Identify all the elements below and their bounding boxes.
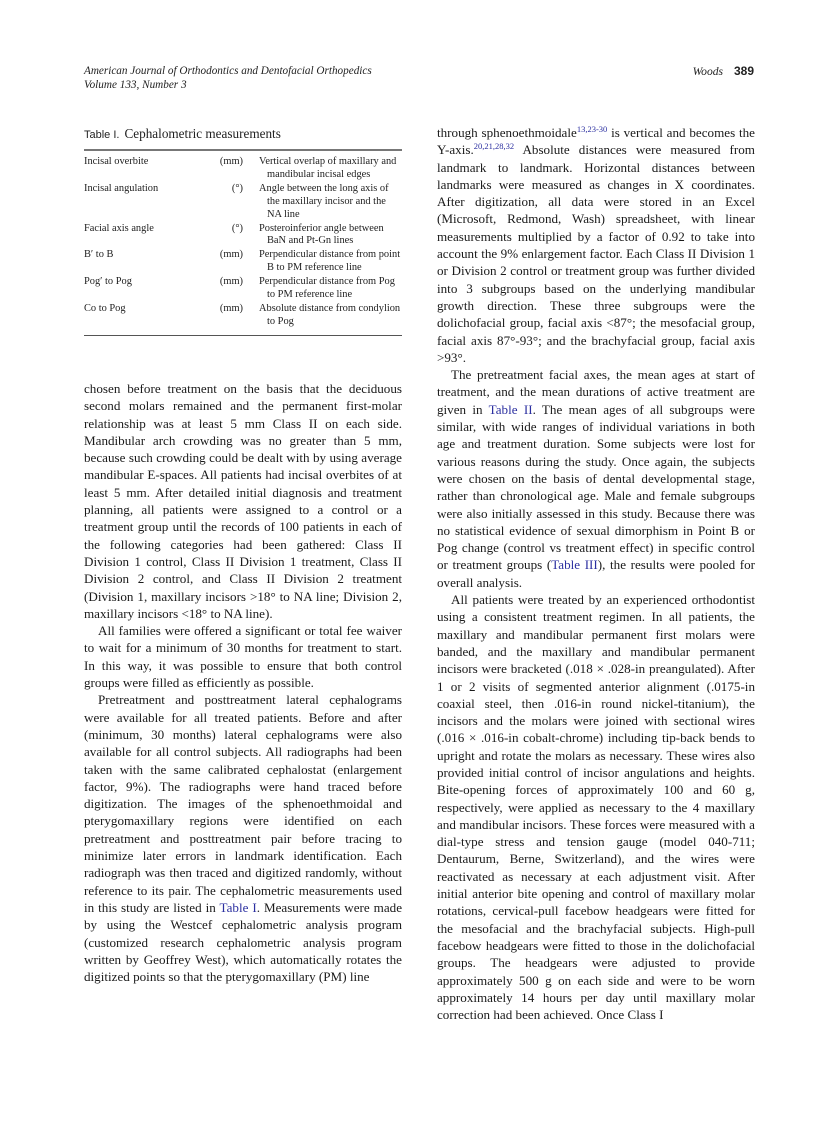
table-2-link[interactable]: Table II [488, 401, 533, 417]
left-column-body [84, 380, 402, 985]
table-row [84, 303, 402, 329]
measurement-name: Pog′ to Pog [84, 276, 132, 288]
measurement-name: Incisal overbite [84, 156, 149, 167]
table-row [84, 156, 402, 182]
measurement-unit: (°) [231, 222, 243, 234]
paragraph [437, 366, 755, 591]
running-head [84, 64, 372, 92]
volume-issue: Volume 133, Number 3 [84, 79, 187, 91]
measurement-description: Perpendicular distance from Pog to PM reference line [259, 276, 395, 301]
text-run: is vertical and becomes the Y-axis. [437, 125, 755, 158]
table-1 [84, 126, 402, 336]
paragraph [437, 124, 755, 366]
table-row [84, 249, 402, 275]
paragraph: All patients were treated by an experienced orthodontist using a consistent treatment regimen. In all patients, the maxillary and mandibular permanent first molars were banded, and the maxillary and mandibular permanent incisors were bracketed (.018 × .028-in preangulated). After 1 or 2 visits of segmented anterior alignment (.0175-in coaxial steel, then .016-in round nickel-titanium), the incisors and the molars were joined with sectional wires (.016 × .016-in cobalt-chrome) including tip-back bends to upright and rotate the molars as necessary. These wires also provided initial control of incisor angulations and heights. Bite-opening forces of approximately 100 and 60 g, respectively, were applied as necessary to the 4 maxillary and mandibular incisors. These forces were measured with a dial-type stress and tension gauge (model 040-711; Dentaurum, Berne, Switzerland), and the wires were reactivated as necessary at each adjustment visit. After initial anterior bite opening and control of maxillary molar rotations, cervical-pull facebow headgears were fitted for the mesofacial and the brachyfacial subjects. High-pull facebow headgears were fitted to those in the dolichofacial groups. The headgears were adjusted to provide approximately 500 g on each side and were to be worn approximately 14 hours per day until maxillary molar correction had been achieved. Once Class I [437, 592, 755, 1023]
text-run: through sphenoethmoidale [437, 125, 577, 140]
text-run: The pretreatment facial axes, the mean ages at start of treatment, and the mean durations of active treatment are given in [437, 367, 755, 417]
paragraph: chosen before treatment on the basis that the deciduous second molars remained and the permanent first-molar relationship was at least 5 mm Class II on each side. Mandibular arch crowding was no greater than 5 mm, because such crowding could be dealt with by using average mandibular E-spaces. All patients had incisal overbites of at least 5 mm. After detailed initial diagnosis and treatment planning, all patients were assigned to a control or a treatment group until the records of 100 patients in each of the following categories had been gathered: Class II Division 1 control, Class II Division 1 treatment, Class II Division 2 control, and Class II Division 2 treatment (Division 1, maxillary incisors >18° to NA line; Division 2, maxillary incisors <18° to NA line). [84, 381, 402, 621]
measurement-description: Absolute distance from condylion to Pog [259, 302, 401, 327]
table-caption [84, 126, 402, 149]
text-run: . Measurements were made by using the Westcef cephalometric analysis program (customized research cephalometric analysis program written by Geoffrey West), which automatically rotates the digitized points so that the pterygomaxillary (PM) line [84, 899, 403, 985]
text-run: Absolute distances were measured from landmark to landmark. Horizontal distances between landmarks were measured as changes in X coordinates. After digitization, all data were stored in an Excel (Microsoft, Redmond, Wash) spreadsheet, with linear measurements multiplied by a factor of 0.92 to take into account the 9% enlargement factor. Each Class II Division 1 or Division 2 control or treatment group was further divided into 3 subgroups based on the underlying mandibular growth direction. These three subgroups were the dolichofacial group, facial axis <87°; the mesofacial group, facial axis 87°-93°; and the brachyfacial group, facial axis >93°. [437, 142, 755, 365]
table-title: Cephalometric measurements [124, 126, 281, 141]
table-label: Table I. [84, 129, 120, 141]
paragraph: All families were offered a significant or total fee waiver to wait for a minimum of 30 months for treatment to start. In this way, it was possible to ensure that both control groups were filled as efficiently as possible. [84, 623, 402, 691]
table-row [84, 276, 402, 302]
measurement-name: B′ to B [84, 249, 114, 261]
page-number: 389 [733, 64, 754, 78]
table-bottom-rule [84, 335, 402, 336]
text-run: . The mean ages of all subgroups were similar, with wide ranges of individual variations in both age and treatment duration. Some subjects were lost for various reasons during the study. Once again, the subjects were chosen on the basis of dental developmental stage, rather than chronological age. Male and female subgroups were also initially assessed in this study. Because there was no statistical evidence of sexual dimorphism in Point B or Pog change (control vs treatment effect) in specific control or treatment groups ( [437, 401, 755, 573]
running-head-right [693, 64, 754, 79]
author-name: Woods [692, 65, 724, 78]
measurement-unit: (mm) [219, 276, 243, 288]
table-1-link[interactable]: Table I [219, 899, 257, 915]
journal-title: American Journal of Orthodontics and Dentofacial Orthopedics [84, 65, 372, 77]
measurement-unit: (°) [231, 182, 243, 194]
measurement-unit: (mm) [219, 249, 243, 261]
measurement-name: Incisal angulation [84, 182, 159, 194]
measurement-name: Co to Pog [84, 302, 126, 314]
measurement-description: Angle between the long axis of the maxillary incisor and the NA line [259, 182, 389, 220]
table-row [84, 223, 402, 249]
text-run: Pretreatment and posttreatment lateral cephalograms were available for all treated patients. Before and after (minimum, 30 months) lateral cephalograms were also available for all control subjects. All radiographs had been taken with the same calibrated cephalostat (enlargement factor, 9%). The radiographs were hand traced before digitization. The images of the sphenoethmoidal and pterygomaxillary regions were identified on each pretreatment and posttreatment pair before tracing to minimize later errors in landmark identification. Each radiograph was then traced and digitized randomly, without reference to its pair. The cephalometric measurements used in this study are listed in [84, 692, 402, 915]
citation-link[interactable]: 20,21,28,32 [473, 141, 515, 152]
citation-link[interactable]: 13,23-30 [576, 124, 608, 134]
text-run: ), the results were pooled for overall analysis. [437, 557, 756, 590]
table-body [84, 151, 402, 335]
measurement-unit: (mm) [219, 302, 243, 314]
right-column-body [437, 124, 755, 1023]
table-row [84, 183, 402, 222]
paragraph [84, 691, 402, 985]
measurement-description: Posteroinferior angle between BaN and Pt-Gn lines [259, 222, 384, 247]
measurement-description: Vertical overlap of maxillary and mandibular incisal edges [259, 156, 397, 180]
measurement-name: Facial axis angle [84, 222, 154, 234]
measurement-unit: (mm) [219, 156, 243, 167]
table-3-link[interactable]: Table III [551, 557, 598, 573]
measurement-description: Perpendicular distance from point B to PM reference line [259, 249, 401, 274]
